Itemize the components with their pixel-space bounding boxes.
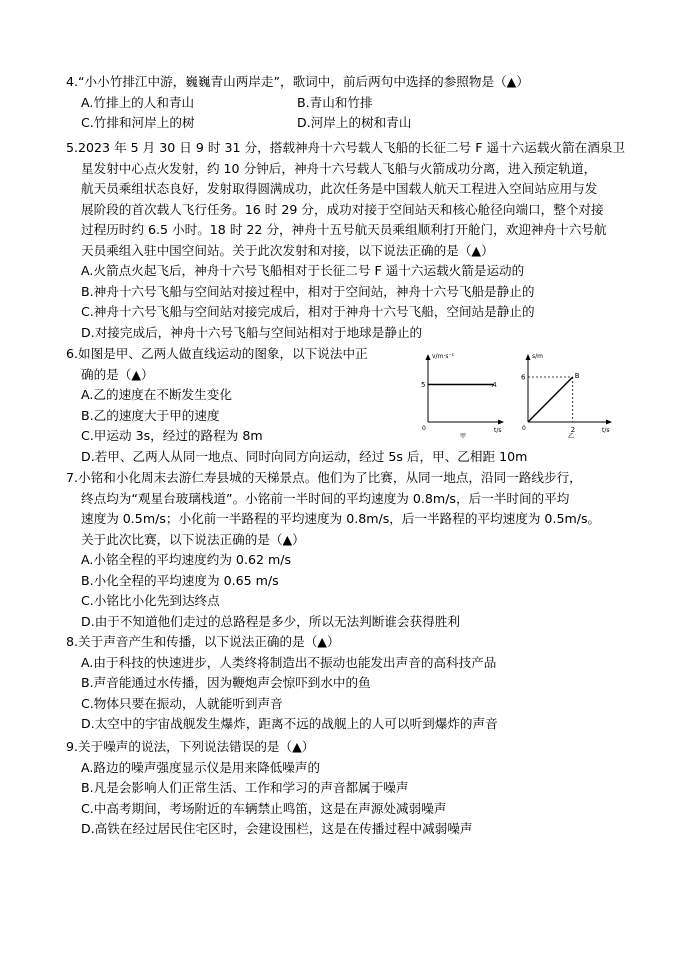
question-6-option-b: B.乙的速度大于甲的速度 [81, 407, 220, 423]
question-7-option-b: B.小化全程的平均速度为 0.65 m/s [81, 572, 279, 588]
graph-yi-x-arrow [606, 420, 612, 425]
graph-yi-ylabel: s/m [532, 353, 543, 360]
question-4-option-d: D.河岸上的树和青山 [297, 115, 412, 130]
graph-yi-origin: 0 [522, 425, 526, 432]
graph-yi-y-arrow [526, 354, 531, 360]
question-7-option-a: A.小铭全程的平均速度约为 0.62 m/s [81, 552, 292, 567]
question-7-line-3: 速度为 0.5m/s；小化前一半路程的平均速度为 0.8m/s，后一半路程的平均速度为 0.5m/s。 [81, 511, 601, 526]
graph-yi-y-tick: 6 [521, 373, 526, 382]
question-9-stem: 9.关于噪声的说法，下列说法错误的是（▲） [66, 739, 315, 754]
question-9 [66, 737, 646, 840]
graph-jia-y-arrow [426, 354, 431, 360]
question-4 [66, 72, 646, 134]
question-9-option-a: A.路边的噪声强度显示仪是用来降低噪声的 [81, 759, 321, 775]
question-5-line-4: 展阶段的首次载人飞行任务。16 时 29 分，成功对接于空间站天和核心舱径向端口，整个对接 [81, 201, 604, 217]
question-6-option-d: D.若甲、乙两人从同一地点、同时向同方向运动，经过 5s 后，甲、乙相距 10m [81, 448, 528, 464]
question-8 [66, 632, 646, 735]
graph-yi-line-b [528, 377, 573, 422]
question-9-option-c: C.中高考期间，考场附近的车辆禁止鸣笛，这是在声源处减弱噪声 [81, 800, 447, 816]
graph-jia-xlabel: t/s [494, 427, 502, 434]
question-5-option-a: A.火箭点火起飞后，神舟十六号飞船相对于长征二号 F 遥十六运载火箭是运动的 [81, 263, 525, 278]
question-8-option-b: B.声音能通过水传播，因为鞭炮声会惊吓到水中的鱼 [81, 675, 371, 690]
question-9-option-d: D.高铁在经过居民住宅区时，会建设围栏，这是在传播过程中减弱噪声 [81, 821, 473, 836]
question-6-option-c: C.甲运动 3s，经过的路程为 8m [81, 428, 263, 443]
question-5-line-5: 过程历时约 6.5 小时。18 时 22 分，神舟十五号航天员乘组顺利打开舱门，欢迎神舟十六号航 [81, 222, 607, 237]
graph-jia-x-arrow [498, 420, 504, 425]
graph-jia-caption: 甲 [460, 433, 467, 440]
question-8-option-c: C.物体只要在振动，人就能听到声音 [81, 695, 283, 711]
graph-jia [410, 348, 510, 440]
question-4-option-b: B.青山和竹排 [297, 94, 373, 110]
question-4-options [66, 93, 646, 134]
graph-yi-caption: 乙 [568, 433, 575, 440]
question-8-stem: 8.关于声音产生和传播，以下说法正确的是（▲） [66, 634, 340, 649]
graph-jia-value-tick: 5 [421, 381, 426, 389]
question-5-line-6: 天员乘组入驻中国空间站。关于此次发射和对接，以下说法正确的是（▲） [81, 242, 494, 258]
question-6-line-1: 6.如图是甲、乙两人做直线运动的图象，以下说法中正 [66, 346, 368, 361]
question-4-option-c: C.竹排和河岸上的树 [81, 115, 195, 130]
graph-yi-point-label: B [574, 372, 580, 380]
question-9-option-b: B.凡是会影响人们正常生活、工作和学习的声音都属于噪声 [81, 780, 409, 795]
question-5-line-1: 5.2023 年 5 月 30 日 9 时 31 分，搭载神舟十六号载人飞船的长征二号 F 遥十六运载火箭在酒泉卫 [66, 140, 626, 155]
question-7-line-4: 关于此次比赛，以下说法正确的是（▲） [81, 531, 305, 547]
question-5-line-2: 星发射中心点火发射，约 10 分钟后，神舟十六号载人飞船与火箭成功分离，进入预定轨道， [81, 160, 597, 176]
question-7-option-d: D.由于不知道他们走过的总路程是多少，所以无法判断谁会获得胜利 [81, 613, 460, 629]
question-7-line-1: 7.小铭和小化周末去游仁寿县城的天梯景点。他们为了比赛，从同一地点，沿同一路线步行， [66, 470, 582, 485]
graph-jia-ylabel: v/m·s⁻¹ [432, 353, 455, 360]
question-8-option-a: A.由于科技的快速进步，人类终将制造出不振动也能发出声音的高科技产品 [81, 654, 497, 670]
graph-jia-origin: 0 [422, 425, 426, 432]
question-6-option-a: A.乙的速度在不断发生变化 [81, 387, 232, 402]
graph-yi [510, 348, 620, 440]
question-4-option-a: A.竹排上的人和青山 [81, 94, 195, 110]
question-4-stem: 4.“小小竹排江中游，巍巍青山两岸走”，歌词中，前后两句中选择的参照物是（▲） [66, 74, 529, 89]
question-5 [66, 138, 666, 343]
question-7 [66, 468, 666, 632]
graph-yi-x-tick: 2 [570, 426, 576, 434]
question-5-option-c: C.神舟十六号飞船与空间站对接完成后，相对于神舟十六号飞船，空间站是静止的 [81, 304, 535, 319]
question-7-option-c: C.小铭比小化先到达终点 [81, 593, 220, 608]
question-6-line-2: 确的是（▲） [81, 366, 154, 382]
question-5-option-b: B.神舟十六号飞船与空间站对接过程中，相对于空间站，神舟十六号飞船是静止的 [81, 283, 535, 299]
question-5-line-3: 航天员乘组状态良好，发射取得圆满成功，此次任务是中国载人航天工程进入空间站应用与发 [81, 181, 598, 196]
question-5-option-d: D.对接完成后，神舟十六号飞船与空间站相对于地球是静止的 [81, 324, 423, 340]
graph-jia-line-label: A [492, 381, 497, 389]
graph-yi-xlabel: t/s [602, 427, 610, 434]
question-7-line-2: 终点均为“观星台玻璃栈道”。小铭前一半时间的平均速度为 0.8m/s，后一半时间的平均 [81, 490, 570, 506]
question-8-option-d: D.太空中的宇宙战舰发生爆炸，距离不远的战舰上的人可以听到爆炸的声音 [81, 716, 498, 731]
